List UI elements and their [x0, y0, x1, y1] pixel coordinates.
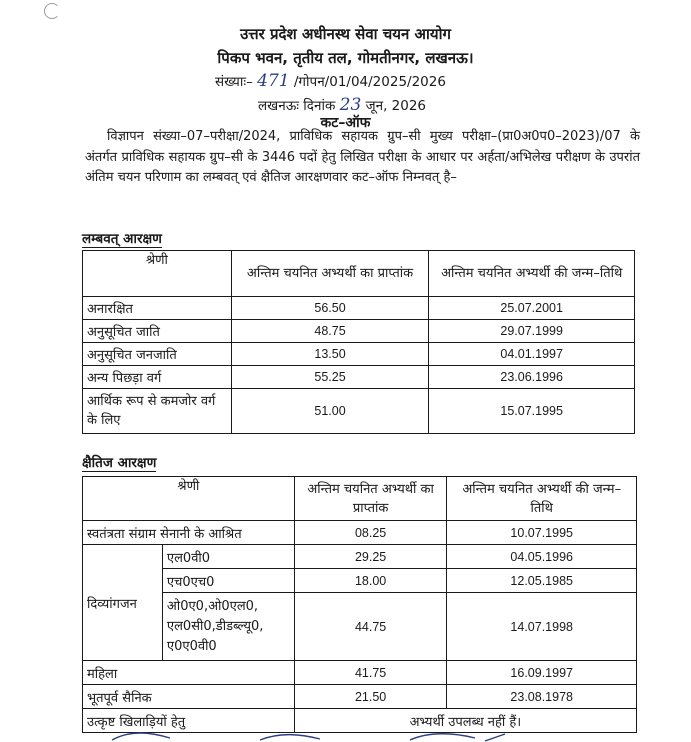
column-header-category: श्रेणी: [83, 251, 232, 297]
column-header-marks: अन्तिम चयनित अभ्यर्थी का प्राप्तांक: [231, 251, 429, 297]
column-header-category: श्रेणी: [83, 477, 295, 521]
dob-cell: 04.01.1997: [429, 343, 635, 366]
marks-cell: 55.25: [231, 366, 429, 389]
vertical-section-title: लम्बवत् आरक्षण: [82, 231, 162, 247]
dob-cell: 10.07.1995: [447, 521, 637, 545]
marks-cell: 18.00: [294, 569, 447, 593]
horizontal-section-title: क्षैतिज आरक्षण: [82, 455, 157, 471]
category-cell: भूतपूर्व सैनिक: [83, 685, 295, 709]
table-row: [83, 569, 637, 593]
marks-cell: 13.50: [231, 343, 429, 366]
category-cell: अनुसूचित जनजाति: [83, 343, 232, 366]
horizontal-reservation-table: [82, 476, 637, 733]
dob-cell: 15.07.1995: [429, 389, 635, 434]
dob-cell: 25.07.2001: [429, 297, 635, 320]
signature-scribble: [110, 728, 530, 742]
category-cell: आर्थिक रूप से कमजोर वर्ग के लिए: [83, 389, 232, 434]
table-row: [83, 545, 637, 569]
column-header-dob: अन्तिम चयनित अभ्यर्थी की जन्म–तिथि: [429, 251, 635, 297]
page-corner-mark: [44, 3, 60, 19]
subcategory-cell: ओ0ए0,ओ0एल0, एल0सी0,डीडब्ल्यू0, ए0ए0वी0: [162, 593, 294, 661]
vertical-reservation-table: [82, 250, 635, 434]
reference-number-handwritten: 471: [257, 71, 290, 91]
subcategory-cell: एच0एच0: [162, 569, 294, 593]
category-cell: अनुसूचित जाति: [83, 320, 232, 343]
column-header-marks: अन्तिम चयनित अभ्यर्थी का प्राप्तांक: [294, 477, 447, 521]
table-row: [83, 685, 637, 709]
divyang-category-cell: दिव्यांगजन: [83, 545, 163, 661]
table-row: [83, 661, 637, 685]
category-cell: अन्य पिछड़ा वर्ग: [83, 366, 232, 389]
marks-cell: 51.00: [231, 389, 429, 434]
marks-cell: 44.75: [294, 593, 447, 661]
table-row: [83, 521, 637, 545]
date-day-handwritten: 23: [339, 95, 362, 115]
table-header-row: [83, 477, 637, 521]
marks-cell: 41.75: [294, 661, 447, 685]
category-cell: स्वतंत्रता संग्राम सेनानी के आश्रित: [83, 521, 295, 545]
document-title: कट–ऑफ: [320, 115, 371, 131]
dob-cell: 23.06.1996: [429, 366, 635, 389]
marks-cell: 29.25: [294, 545, 447, 569]
table-row: [83, 343, 635, 366]
dob-cell: 12.05.1985: [447, 569, 637, 593]
table-row: [83, 366, 635, 389]
marks-cell: 21.50: [294, 685, 447, 709]
table-row: [83, 389, 635, 434]
table-header-row: [83, 251, 635, 297]
table-row: [83, 320, 635, 343]
date-line: [258, 95, 426, 115]
column-header-dob: अन्तिम चयनित अभ्यर्थी की जन्म–तिथि: [447, 477, 637, 521]
category-cell: उत्कृष्ट खिलाड़ियों हेतु: [83, 709, 295, 733]
marks-cell: 56.50: [231, 297, 429, 320]
table-row: [83, 297, 635, 320]
date-prefix: लखनऊः दिनांक: [258, 98, 336, 114]
reference-suffix: /गोपन/01/04/2025/2026: [293, 74, 446, 90]
not-available-note: अभ्यर्थी उपलब्ध नहीं हैं।: [294, 709, 636, 733]
dob-cell: 29.07.1999: [429, 320, 635, 343]
marks-cell: 48.75: [231, 320, 429, 343]
reference-line: [215, 71, 446, 91]
dob-cell: 14.07.1998: [447, 593, 637, 661]
category-cell: महिला: [83, 661, 295, 685]
reference-prefix: संख्याः–: [215, 74, 253, 90]
org-address: पिकप भवन, तृतीय तल, गोमतीनगर, लखनऊ।: [217, 49, 474, 67]
table-row: [83, 593, 637, 661]
category-cell: अनारक्षित: [83, 297, 232, 320]
marks-cell: 08.25: [294, 521, 447, 545]
dob-cell: 16.09.1997: [447, 661, 637, 685]
dob-cell: 04.05.1996: [447, 545, 637, 569]
date-suffix: जून, 2026: [365, 98, 427, 114]
subcategory-cell: एल0वी0: [162, 545, 294, 569]
org-name: उत्तर प्रदेश अधीनस्थ सेवा चयन आयोग: [240, 25, 451, 43]
dob-cell: 23.08.1978: [447, 685, 637, 709]
intro-paragraph: विज्ञापन संख्या–07–परीक्षा/2024, प्राविधिक सहायक ग्रुप–सी मुख्य परीक्षा–(प्रा0अ0प0–2023)/07 के अंतर्गत प्राविधिक सहायक ग्रुप–सी के 3446 पदों हेतु लिखित परीक्षा के आधार पर अर्हता/अभिलेख परीक्षण के उपरांत अंतिम चयन परिणाम का लम्बवत् एवं क्षैतिज आरक्षणवार कट–ऑफ निम्नवत् है–: [85, 129, 640, 185]
